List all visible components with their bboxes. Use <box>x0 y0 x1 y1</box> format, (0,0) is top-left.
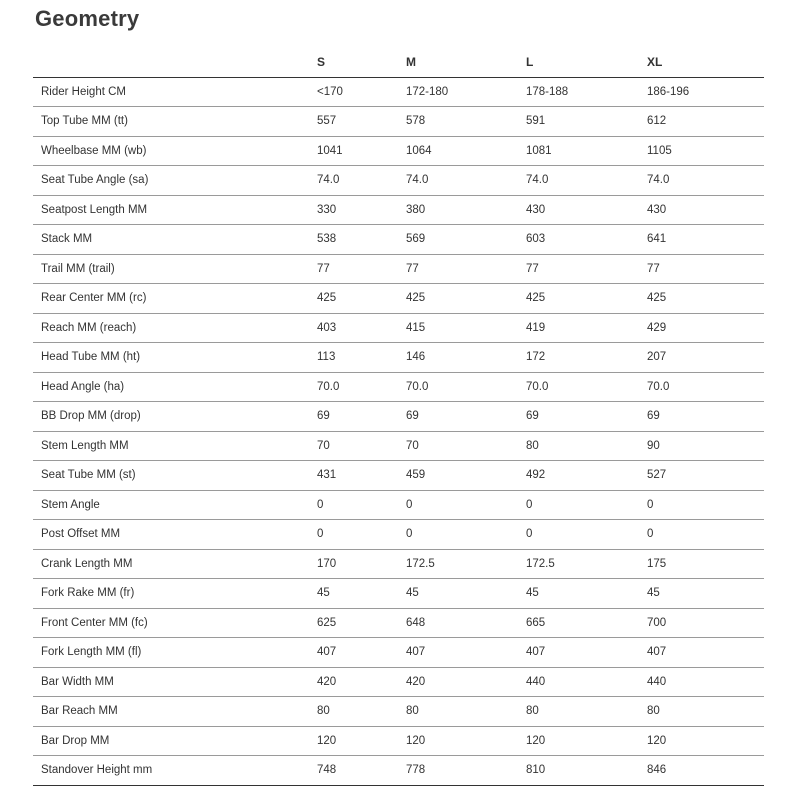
cell-l: 591 <box>518 107 639 137</box>
cell-m: 77 <box>398 254 518 284</box>
cell-xl: 846 <box>639 756 764 786</box>
table-row <box>33 402 764 432</box>
cell-s: 45 <box>309 579 398 609</box>
cell-m: 172.5 <box>398 549 518 579</box>
row-label: Bar Drop MM <box>33 726 309 756</box>
cell-l: 810 <box>518 756 639 786</box>
row-label: Crank Length MM <box>33 549 309 579</box>
table-row <box>33 579 764 609</box>
cell-l: 0 <box>518 490 639 520</box>
cell-l: 603 <box>518 225 639 255</box>
cell-l: 120 <box>518 726 639 756</box>
cell-l: 70.0 <box>518 372 639 402</box>
table-row <box>33 549 764 579</box>
table-row <box>33 313 764 343</box>
cell-s: 80 <box>309 697 398 727</box>
row-label: BB Drop MM (drop) <box>33 402 309 432</box>
cell-s: 403 <box>309 313 398 343</box>
geometry-table <box>33 47 764 786</box>
table-row <box>33 225 764 255</box>
cell-s: 538 <box>309 225 398 255</box>
cell-s: 120 <box>309 726 398 756</box>
cell-l: 0 <box>518 520 639 550</box>
cell-xl: 612 <box>639 107 764 137</box>
cell-s: 557 <box>309 107 398 137</box>
table-row <box>33 166 764 196</box>
cell-xl: 1105 <box>639 136 764 166</box>
table-row <box>33 461 764 491</box>
header-cell-xl: XL <box>639 47 764 77</box>
cell-s: 431 <box>309 461 398 491</box>
cell-m: 648 <box>398 608 518 638</box>
row-label: Head Angle (ha) <box>33 372 309 402</box>
cell-l: 172.5 <box>518 549 639 579</box>
row-label: Reach MM (reach) <box>33 313 309 343</box>
table-row <box>33 372 764 402</box>
table-row <box>33 726 764 756</box>
row-label: Fork Rake MM (fr) <box>33 579 309 609</box>
table-row <box>33 756 764 786</box>
cell-m: 74.0 <box>398 166 518 196</box>
table-row <box>33 254 764 284</box>
table-body <box>33 77 764 785</box>
header-cell-label <box>33 47 309 77</box>
cell-m: 380 <box>398 195 518 225</box>
cell-xl: 425 <box>639 284 764 314</box>
row-label: Trail MM (trail) <box>33 254 309 284</box>
header-cell-s: S <box>309 47 398 77</box>
cell-m: 0 <box>398 490 518 520</box>
header-cell-l: L <box>518 47 639 77</box>
row-label: Top Tube MM (tt) <box>33 107 309 137</box>
cell-s: 70 <box>309 431 398 461</box>
cell-s: 113 <box>309 343 398 373</box>
cell-l: 178-188 <box>518 77 639 107</box>
table-row <box>33 520 764 550</box>
cell-s: 420 <box>309 667 398 697</box>
table-row <box>33 431 764 461</box>
cell-xl: 527 <box>639 461 764 491</box>
row-label: Standover Height mm <box>33 756 309 786</box>
cell-l: 172 <box>518 343 639 373</box>
cell-l: 80 <box>518 697 639 727</box>
table-row <box>33 667 764 697</box>
cell-s: 748 <box>309 756 398 786</box>
cell-xl: 80 <box>639 697 764 727</box>
cell-m: 70 <box>398 431 518 461</box>
cell-l: 45 <box>518 579 639 609</box>
cell-s: 0 <box>309 490 398 520</box>
cell-s: 330 <box>309 195 398 225</box>
cell-m: 778 <box>398 756 518 786</box>
row-label: Bar Reach MM <box>33 697 309 727</box>
cell-s: 625 <box>309 608 398 638</box>
row-label: Wheelbase MM (wb) <box>33 136 309 166</box>
row-label: Stack MM <box>33 225 309 255</box>
cell-xl: 90 <box>639 431 764 461</box>
cell-xl: 429 <box>639 313 764 343</box>
row-label: Front Center MM (fc) <box>33 608 309 638</box>
cell-m: 569 <box>398 225 518 255</box>
cell-m: 415 <box>398 313 518 343</box>
cell-l: 430 <box>518 195 639 225</box>
cell-s: 77 <box>309 254 398 284</box>
page-title: Geometry <box>35 6 140 31</box>
cell-xl: 45 <box>639 579 764 609</box>
header-cell-m: M <box>398 47 518 77</box>
cell-s: 407 <box>309 638 398 668</box>
cell-m: 80 <box>398 697 518 727</box>
cell-xl: 700 <box>639 608 764 638</box>
cell-s: 0 <box>309 520 398 550</box>
row-label: Rear Center MM (rc) <box>33 284 309 314</box>
cell-m: 1064 <box>398 136 518 166</box>
row-label: Bar Width MM <box>33 667 309 697</box>
cell-m: 425 <box>398 284 518 314</box>
row-label: Seatpost Length MM <box>33 195 309 225</box>
cell-l: 440 <box>518 667 639 697</box>
cell-xl: 207 <box>639 343 764 373</box>
cell-m: 69 <box>398 402 518 432</box>
cell-s: 74.0 <box>309 166 398 196</box>
table-row <box>33 195 764 225</box>
table-row <box>33 77 764 107</box>
table-row <box>33 284 764 314</box>
cell-m: 70.0 <box>398 372 518 402</box>
table-row <box>33 490 764 520</box>
cell-m: 120 <box>398 726 518 756</box>
row-label: Head Tube MM (ht) <box>33 343 309 373</box>
cell-xl: 120 <box>639 726 764 756</box>
cell-s: 69 <box>309 402 398 432</box>
cell-l: 77 <box>518 254 639 284</box>
row-label: Stem Length MM <box>33 431 309 461</box>
cell-l: 665 <box>518 608 639 638</box>
cell-m: 407 <box>398 638 518 668</box>
cell-xl: 440 <box>639 667 764 697</box>
table-row <box>33 608 764 638</box>
cell-l: 69 <box>518 402 639 432</box>
table-row <box>33 107 764 137</box>
row-label: Seat Tube Angle (sa) <box>33 166 309 196</box>
cell-xl: 70.0 <box>639 372 764 402</box>
table-header-row <box>33 47 764 77</box>
table-row <box>33 638 764 668</box>
cell-s: <170 <box>309 77 398 107</box>
cell-s: 1041 <box>309 136 398 166</box>
cell-xl: 430 <box>639 195 764 225</box>
cell-l: 407 <box>518 638 639 668</box>
cell-l: 1081 <box>518 136 639 166</box>
cell-xl: 186-196 <box>639 77 764 107</box>
cell-l: 74.0 <box>518 166 639 196</box>
cell-m: 45 <box>398 579 518 609</box>
cell-m: 0 <box>398 520 518 550</box>
cell-xl: 0 <box>639 490 764 520</box>
row-label: Fork Length MM (fl) <box>33 638 309 668</box>
cell-xl: 175 <box>639 549 764 579</box>
row-label: Post Offset MM <box>33 520 309 550</box>
cell-m: 172-180 <box>398 77 518 107</box>
cell-xl: 74.0 <box>639 166 764 196</box>
row-label: Seat Tube MM (st) <box>33 461 309 491</box>
cell-xl: 641 <box>639 225 764 255</box>
table-row <box>33 343 764 373</box>
row-label: Stem Angle <box>33 490 309 520</box>
cell-s: 70.0 <box>309 372 398 402</box>
cell-m: 578 <box>398 107 518 137</box>
table-row <box>33 136 764 166</box>
cell-xl: 77 <box>639 254 764 284</box>
cell-s: 170 <box>309 549 398 579</box>
cell-m: 146 <box>398 343 518 373</box>
cell-l: 419 <box>518 313 639 343</box>
cell-l: 492 <box>518 461 639 491</box>
table-row <box>33 697 764 727</box>
cell-xl: 69 <box>639 402 764 432</box>
cell-m: 459 <box>398 461 518 491</box>
cell-s: 425 <box>309 284 398 314</box>
cell-l: 425 <box>518 284 639 314</box>
cell-m: 420 <box>398 667 518 697</box>
row-label: Rider Height CM <box>33 77 309 107</box>
cell-xl: 407 <box>639 638 764 668</box>
cell-l: 80 <box>518 431 639 461</box>
cell-xl: 0 <box>639 520 764 550</box>
